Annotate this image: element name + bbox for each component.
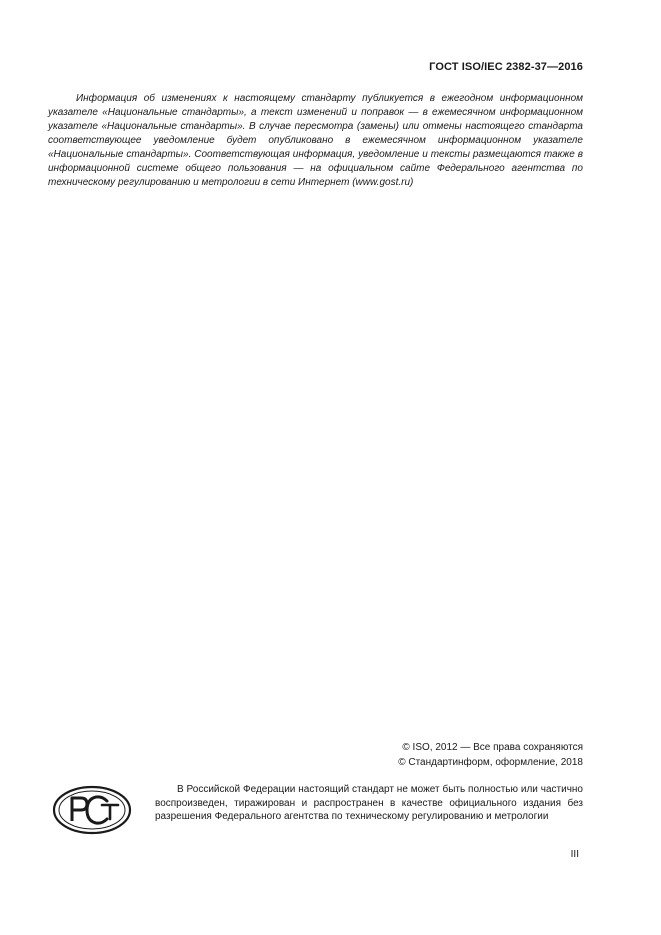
standartinform-copyright: © Стандартинформ, оформление, 2018 xyxy=(398,757,583,768)
reproduction-notice: В Российской Федерации настоящий стандарт не может быть полностью или частично воспроизведен, тиражирован и распространен в качестве официального издания без разрешения Федерального агентства по техническому регулированию и метрологии xyxy=(155,784,583,823)
amendments-info-paragraph: Информация об изменениях к настоящему стандарту публикуется в ежегодном информационном указателе «Национальные стандарты», а текст изменений и поправок — в ежемесячном информационном указателе «Национальные стандарты». В случае пересмотра (замены) или отмены настоящего стандарта соответствующее уведомление будет опубликовано в ежемесячном информационном указателе «Национальные стандарты». Соответствующая информация, уведомление и тексты размещаются также в информационной системе общего пользования — на официальном сайте Федерального агентства по техническому регулированию и метрологии в сети Интернет (www.gost.ru) xyxy=(48,93,583,188)
iso-copyright: © ISO, 2012 — Все права сохраняются xyxy=(402,742,583,753)
rst-logo-icon xyxy=(52,785,132,835)
standard-code-header: ГОСТ ISO/IEC 2382-37—2016 xyxy=(429,61,583,73)
page-number: III xyxy=(570,849,579,860)
